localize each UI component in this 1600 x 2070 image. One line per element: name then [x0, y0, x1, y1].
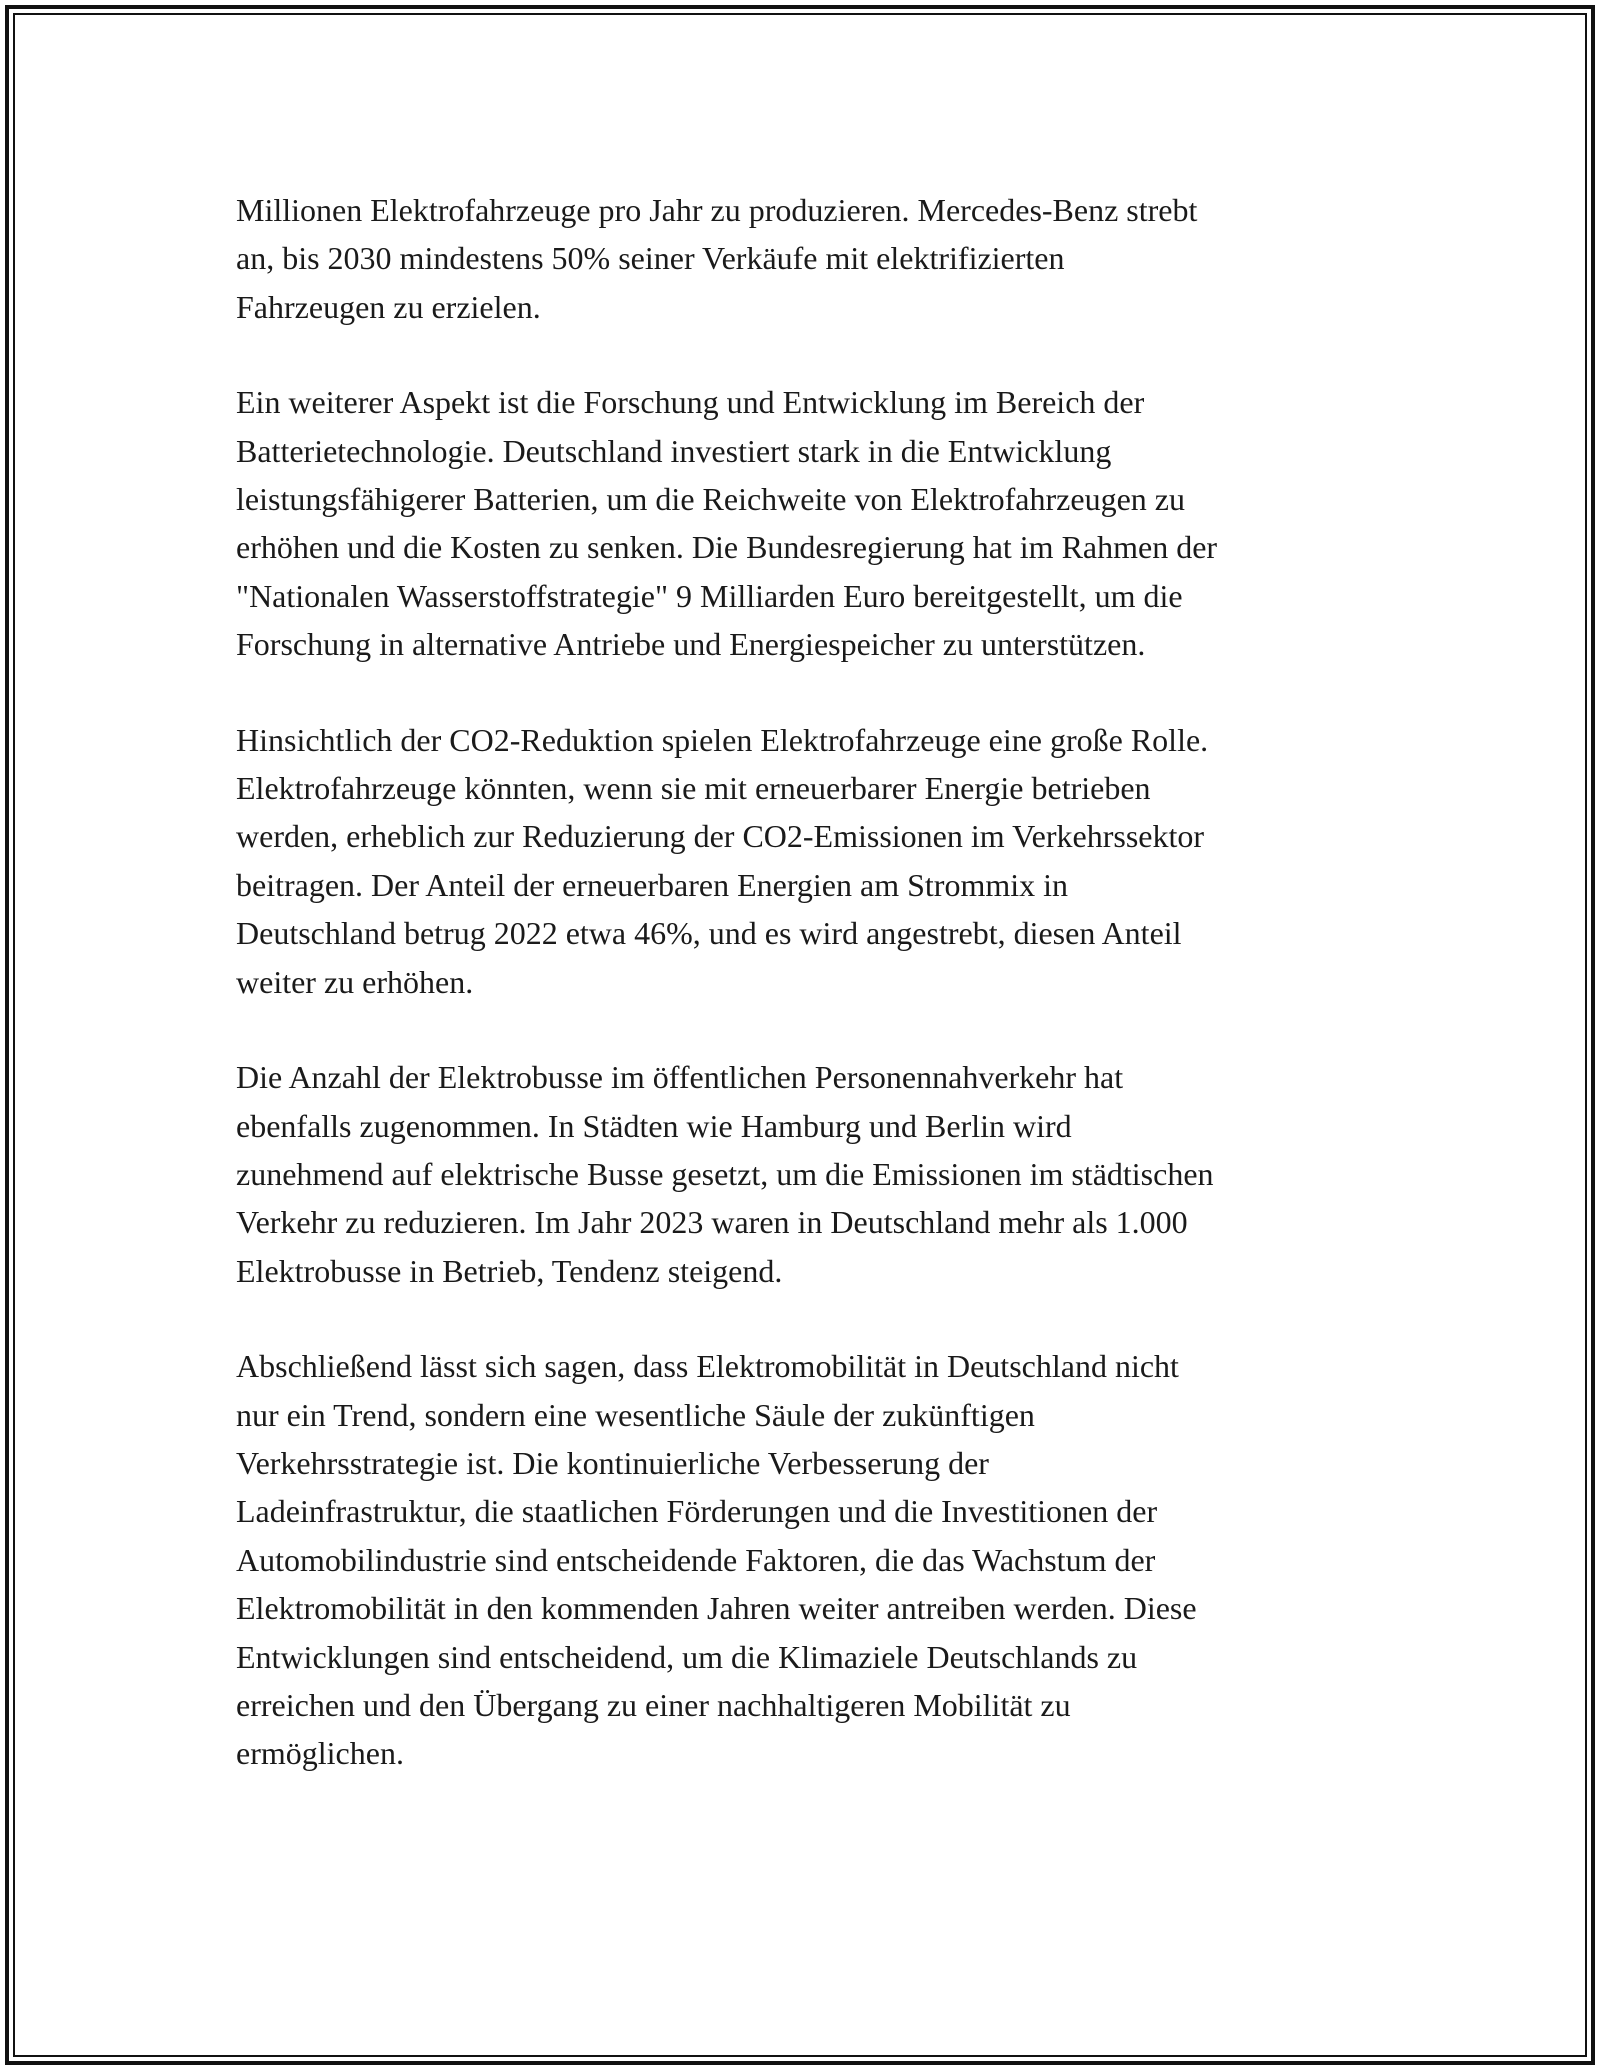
text-line: leistungsfähigerer Batterien, um die Reichweite von Elektrofahrzeugen zu — [236, 481, 1185, 518]
text-line: Die Anzahl der Elektrobusse im öffentlichen Personennahverkehr hat — [236, 1059, 1124, 1096]
text-line: Verkehrsstrategie ist. Die kontinuierliche Verbesserung der — [236, 1444, 989, 1481]
text-line: werden, erheblich zur Reduzierung der CO2-Emissionen im Verkehrssektor — [236, 818, 1205, 855]
paragraph-co2-reduction — [236, 716, 1376, 1006]
text-line: Hinsichtlich der CO2-Reduktion spielen Elektrofahrzeuge eine große Rolle. — [236, 721, 1209, 758]
text-line: weiter zu erhöhen. — [236, 963, 474, 1000]
text-line: nur ein Trend, sondern eine wesentliche Säule der zukünftigen — [236, 1396, 1035, 1433]
text-line: Abschließend lässt sich sagen, dass Elektromobilität in Deutschland nicht — [236, 1348, 1179, 1385]
text-line: erreichen und den Übergang zu einer nachhaltigeren Mobilität zu — [236, 1686, 1071, 1723]
text-line: Entwicklungen sind entscheidend, um die Klimaziele Deutschlands zu — [236, 1638, 1138, 1675]
text-line: ebenfalls zugenommen. In Städten wie Hamburg und Berlin wird — [236, 1107, 1072, 1144]
text-line: Fahrzeugen zu erzielen. — [236, 288, 541, 325]
text-line: Millionen Elektrofahrzeuge pro Jahr zu produzieren. Mercedes-Benz strebt — [236, 192, 1198, 228]
text-line: ermöglichen. — [236, 1735, 404, 1772]
text-line: Forschung in alternative Antriebe und Energiespeicher zu unterstützen. — [236, 626, 1146, 663]
text-line: Verkehr zu reduzieren. Im Jahr 2023 waren in Deutschland mehr als 1.000 — [236, 1204, 1188, 1241]
text-line: Ein weiterer Aspekt ist die Forschung und Entwicklung im Bereich der — [236, 384, 1145, 421]
text-line: zunehmend auf elektrische Busse gesetzt, um die Emissionen im städtischen — [236, 1155, 1214, 1192]
text-line: Batterietechnologie. Deutschland investiert stark in die Entwicklung — [236, 432, 1112, 469]
text-line: Elektromobilität in den kommenden Jahren weiter antreiben werden. Diese — [236, 1590, 1197, 1627]
paragraph-battery-research — [236, 378, 1376, 668]
paragraph-mercedes-target — [236, 186, 1376, 331]
text-line: beitragen. Der Anteil der erneuerbaren Energien am Strommix in — [236, 866, 1068, 903]
text-line: Ladeinfrastruktur, die staatlichen Förderungen und die Investitionen der — [236, 1493, 1158, 1530]
document-body — [236, 186, 1376, 1825]
text-line: an, bis 2030 mindestens 50% seiner Verkäufe mit elektrifizierten — [236, 240, 1065, 277]
text-line: "Nationalen Wasserstoffstrategie" 9 Milliarden Euro bereitgestellt, um die — [236, 577, 1183, 614]
text-line: Deutschland betrug 2022 etwa 46%, und es wird angestrebt, diesen Anteil — [236, 915, 1182, 952]
text-line: erhöhen und die Kosten zu senken. Die Bundesregierung hat im Rahmen der — [236, 529, 1218, 566]
text-line: Automobilindustrie sind entscheidende Faktoren, die das Wachstum der — [236, 1541, 1156, 1578]
paragraph-conclusion — [236, 1342, 1376, 1778]
text-line: Elektrobusse in Betrieb, Tendenz steigend. — [236, 1252, 783, 1289]
text-line: Elektrofahrzeuge könnten, wenn sie mit erneuerbarer Energie betrieben — [236, 770, 1151, 807]
paragraph-electric-buses — [236, 1053, 1376, 1295]
